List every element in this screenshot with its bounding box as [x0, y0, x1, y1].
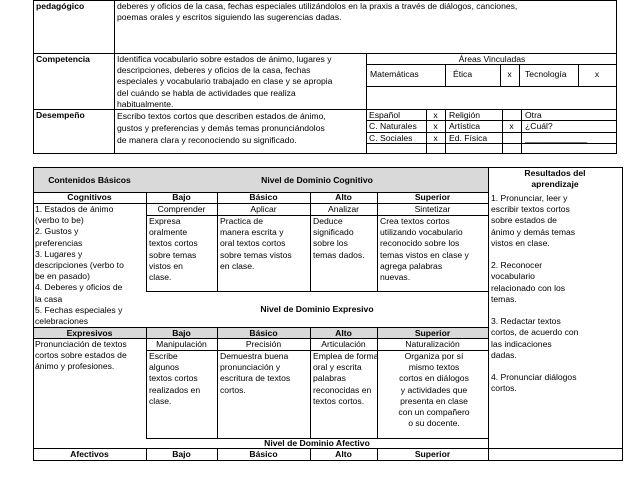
- level-bajo: Bajo: [172, 449, 191, 459]
- subject-name: Religión: [449, 110, 481, 120]
- cell-line: Emplea de forma: [313, 351, 379, 361]
- level-basico: Básico: [249, 328, 278, 338]
- cell-line: temas vistos en clase y: [380, 249, 469, 260]
- content-line: 1. Estados de ánimo: [35, 204, 114, 214]
- row-label-competencia: Competencia: [36, 54, 90, 64]
- competencia-text: [117, 54, 365, 110]
- resultado-line: [491, 305, 621, 316]
- cell-line: palabras: [313, 373, 346, 384]
- cell-line: con un compañero: [398, 407, 470, 418]
- subject-name: Ed. Física: [449, 133, 488, 143]
- resultado-line: cortos, de acuerdo con: [491, 327, 579, 338]
- cell-line: oralmente: [149, 227, 188, 238]
- level-basico: Básico: [249, 449, 278, 459]
- cog-cell-bajo: [149, 216, 198, 283]
- text-line: del cuándo se habla de actividades que realiza: [117, 87, 296, 98]
- resultado-line: 4. Pronunciar diálogos: [491, 372, 577, 383]
- area-name: Ética: [453, 69, 473, 79]
- area-mark: x: [594, 69, 600, 79]
- content-line: 4. Deberes y oficios de: [35, 282, 123, 293]
- contenidos-basicos-header: Contenidos Básicos: [48, 175, 131, 185]
- exp-verb: Naturalización: [405, 339, 460, 349]
- cell-line: temas dados.: [313, 249, 365, 260]
- areas-vinculadas-title: Áreas Vinculadas: [458, 54, 526, 64]
- cog-cell-basico: [220, 216, 292, 272]
- exp-verb: Articulación: [321, 339, 366, 349]
- area-mark: x: [507, 69, 512, 79]
- resultado-line: cortos.: [491, 383, 517, 394]
- cell-line: mismo textos: [408, 362, 460, 373]
- cell-line: sobre los: [313, 238, 348, 249]
- cog-verb: Analizar: [327, 204, 360, 214]
- cell-line: cortos en diálogos: [399, 373, 469, 384]
- resultado-line: vocabulario: [491, 271, 535, 282]
- content-line: cortos sobre estados de: [35, 350, 127, 361]
- resultado-line: [491, 249, 621, 260]
- cell-line: Expresa: [149, 216, 181, 226]
- level-bajo: Bajo: [172, 192, 191, 202]
- subject-name: Español: [369, 110, 401, 120]
- cell-line: clase.: [149, 272, 172, 283]
- content-line: be en pasado): [35, 271, 90, 282]
- cell-line: clase.: [149, 395, 172, 406]
- cell-line: agrega palabras: [380, 260, 443, 271]
- cell-line: algunos: [149, 362, 180, 373]
- cog-verb: Sintetizar: [414, 204, 451, 214]
- text-line: de manera clara y reconociendo su significado.: [117, 135, 297, 145]
- cognitivo-header: Nivel de Dominio Cognitivo: [261, 175, 373, 185]
- exp-cell-basico: [220, 351, 290, 396]
- resultado-line: ánimo y demás temas: [491, 226, 576, 237]
- text-line: especiales y vocabulario trabajado en clase y se apropia: [117, 76, 333, 87]
- text-line: descripciones, deberes y oficios de la casa, fechas: [117, 65, 311, 76]
- cell-line: presenta en clase: [400, 395, 468, 406]
- main-table: [0, 164, 638, 493]
- cog-cell-alto: [313, 216, 365, 261]
- level-superior: Superior: [414, 192, 451, 202]
- resultado-line: [491, 361, 621, 372]
- level-bajo: Bajo: [172, 328, 191, 338]
- cell-line: en clase.: [220, 260, 255, 271]
- cell-line: pronunciación y: [220, 362, 281, 373]
- subject-mark: x: [433, 133, 438, 143]
- resultado-line: 3. Redactar textos: [491, 316, 561, 327]
- subject-name: Artística: [449, 121, 481, 131]
- resultados-header-line: aprendizaje: [531, 179, 579, 190]
- cell-line: textos cortos.: [313, 395, 365, 406]
- cell-line: significado: [313, 227, 354, 238]
- subject-name: Otra: [525, 110, 542, 120]
- expresivo-header: Nivel de Dominio Expresivo: [260, 304, 374, 314]
- resultados-list: [491, 193, 621, 395]
- text-line: Identifica vocabulario sobre estados de ánimo, lugares y: [117, 54, 332, 64]
- level-superior: Superior: [414, 449, 451, 459]
- resultado-line: las indicaciones: [491, 338, 552, 349]
- subject-name: C. Sociales: [369, 133, 413, 143]
- resultado-line: relacionado con los: [491, 282, 566, 293]
- text-line: gustos y preferencias y demás temas pronunciándolos: [117, 123, 325, 133]
- content-line: descripciones (verbo to: [35, 260, 124, 271]
- cell-line: o su docente.: [408, 418, 460, 429]
- level-basico: Básico: [249, 192, 278, 202]
- subject-name: ¿Cuál?: [525, 121, 553, 131]
- cell-line: Demuestra buena: [220, 351, 289, 361]
- cell-line: utilizando vocabulario: [380, 227, 463, 238]
- cell-line: escritura de textos: [220, 373, 291, 384]
- resultado-line: 2. Reconocer: [491, 260, 543, 271]
- cell-line: y actividades que: [400, 384, 468, 395]
- cell-line: cortos.: [220, 384, 246, 395]
- level-alto: Alto: [335, 192, 352, 202]
- cell-line: vistos en: [149, 260, 183, 271]
- resultado-line: temas.: [491, 293, 517, 304]
- text-line: habitualmente.: [117, 98, 174, 109]
- expresivos-content: [35, 339, 145, 373]
- exp-verb: Manipulación: [156, 339, 207, 349]
- level-alto: Alto: [335, 328, 352, 338]
- resultado-line: vistos en clase.: [491, 237, 550, 248]
- level-superior: Superior: [414, 328, 451, 338]
- cell-line: Deduce: [313, 216, 343, 226]
- cell-line: realizados en: [149, 384, 201, 395]
- area-name: Matemáticas: [370, 69, 419, 79]
- area-name: Tecnología: [525, 69, 567, 79]
- content-line: Pronunciación de textos: [35, 339, 127, 349]
- exp-cell-bajo: [149, 351, 200, 407]
- subject-mark: x: [433, 121, 438, 131]
- content-line: preferencias: [35, 237, 83, 248]
- exp-cell-superior: [380, 351, 488, 429]
- content-line: celebraciones: [35, 316, 89, 327]
- afectivo-header: Nivel de Dominio Afectivo: [264, 438, 370, 448]
- cognitivos-label: Cognitivos: [67, 192, 112, 202]
- row-label-desempeno: Desempeño: [36, 110, 85, 120]
- cell-line: sobre temas: [149, 249, 197, 260]
- cog-verb: Comprender: [157, 204, 206, 214]
- content-line: la casa: [35, 293, 63, 304]
- cell-line: oral textos cortos: [220, 238, 286, 249]
- cell-line: oral y escrita: [313, 362, 362, 373]
- exp-cell-alto: [313, 351, 378, 407]
- row-label-pedagogico: pedagógico: [36, 1, 85, 11]
- cell-line: textos cortos: [149, 238, 198, 249]
- subject-mark: x: [509, 121, 514, 131]
- resultados-header-line: Resultados del: [524, 168, 586, 178]
- cell-line: Crea textos cortos: [380, 216, 450, 226]
- cell-line: textos cortos: [149, 373, 198, 384]
- cell-line: sobre temas vistos: [220, 249, 292, 260]
- cell-line: Escribe: [149, 351, 178, 361]
- expresivos-label: Expresivos: [66, 328, 113, 338]
- cell-line: reconocidas en: [313, 384, 372, 395]
- subject-name: _____________: [525, 133, 588, 143]
- resultado-line: dadas.: [491, 349, 517, 360]
- resultados-header: [488, 168, 622, 190]
- resultado-line: sobre estados de: [491, 215, 557, 226]
- cell-line: nuevas.: [380, 272, 411, 283]
- cell-line: manera escrita y: [220, 227, 284, 238]
- content-line: ánimo y profesiones.: [35, 361, 115, 372]
- desempeno-text: [117, 110, 365, 146]
- content-line: 5. Fechas especiales y: [35, 304, 123, 315]
- cognitivos-content: [35, 204, 145, 327]
- top-table: [0, 0, 638, 160]
- cog-verb: Aplicar: [250, 204, 277, 214]
- content-line: 2. Gustos y: [35, 226, 79, 237]
- cell-line: Practica de: [220, 216, 263, 226]
- exp-verb: Precisión: [245, 339, 282, 349]
- subject-mark: x: [433, 110, 438, 120]
- level-alto: Alto: [335, 449, 352, 459]
- resultado-line: escribir textos cortos: [491, 204, 570, 215]
- resultado-line: 1. Pronunciar, leer y: [491, 193, 568, 203]
- subject-name: C. Naturales: [369, 121, 417, 131]
- cell-line: Organiza por sí: [404, 351, 464, 361]
- text-line: Escribo textos cortos que describen estados de ánimo,: [117, 111, 326, 121]
- content-line: 3. Lugares y: [35, 248, 83, 259]
- pedagogico-text-line: deberes y oficios de la casa, fechas especiales utilizándolos en la praxis a través de diálogos, canciones,: [117, 1, 518, 11]
- afectivos-label: Afectivos: [70, 449, 109, 459]
- cog-cell-superior: [380, 216, 469, 283]
- content-line: (verbo to be): [35, 215, 84, 226]
- cell-line: reconocido sobre los: [380, 238, 460, 249]
- pedagogico-text-line: poemas orales y escritos siguiendo las sugerencias dadas.: [117, 12, 342, 22]
